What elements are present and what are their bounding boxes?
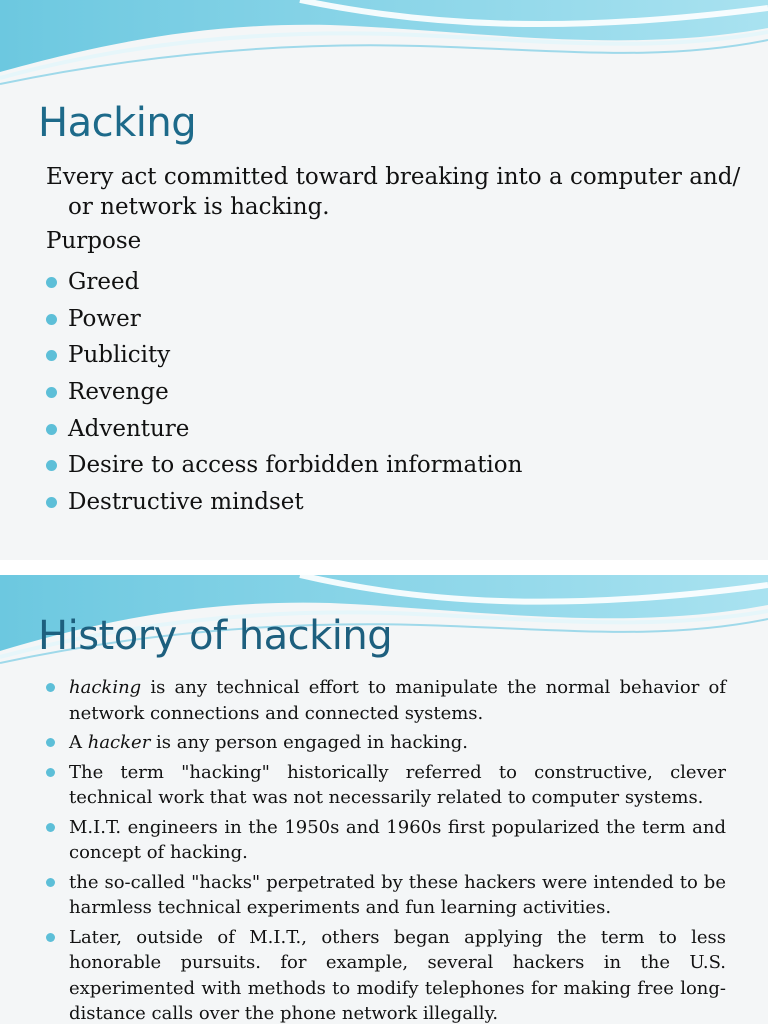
list-item: M.I.T. engineers in the 1950s and 1960s first popularized the term and concept of hacking. [46, 815, 726, 866]
list-item: Desire to access forbidden information [46, 447, 522, 484]
list-item: Publicity [46, 337, 522, 374]
bullet-icon [46, 424, 57, 435]
list-item: Revenge [46, 374, 522, 411]
bullet-icon [46, 683, 55, 692]
list-item: Later, outside of M.I.T., others began applying the term to less honorable pursuits. for example, several hackers in the U.S. experimented with methods to modify telephones for making free long-distance calls over the phone network illegally. [46, 925, 726, 1024]
bullet-icon [46, 350, 57, 361]
list-item: Power [46, 301, 522, 338]
bullet-icon [46, 314, 57, 325]
history-list [46, 675, 726, 1024]
list-item: the so-called "hacks" perpetrated by these hackers were intended to be harmless technical experiments and fun learning activities. [46, 870, 726, 921]
bullet-icon [46, 823, 55, 832]
bullet-icon [46, 768, 55, 777]
list-item: A hacker is any person engaged in hacking. [46, 730, 726, 756]
bullet-icon [46, 387, 57, 398]
list-item: Adventure [46, 411, 522, 448]
slide-title: Hacking [38, 100, 197, 146]
list-item: Destructive mindset [46, 484, 522, 521]
bullet-icon [46, 497, 57, 508]
slide-history [0, 575, 768, 1024]
bullet-icon [46, 933, 55, 942]
bullet-icon [46, 738, 55, 747]
slide-title: History of hacking [38, 613, 393, 659]
bullet-icon [46, 460, 57, 471]
purpose-list [46, 264, 522, 521]
slide-separator [0, 560, 768, 575]
list-item: hacking is any technical effort to manipulate the normal behavior of network connections and connected systems. [46, 675, 726, 726]
list-item: The term "hacking" historically referred to constructive, clever technical work that was not necessarily related to computer systems. [46, 760, 726, 811]
bullet-icon [46, 277, 57, 288]
header-wave [0, 0, 768, 100]
intro-text: Every act committed toward breaking into a computer and/ or network is hacking. [46, 164, 741, 220]
bullet-icon [46, 878, 55, 887]
purpose-label: Purpose [46, 228, 142, 254]
list-item: Greed [46, 264, 522, 301]
